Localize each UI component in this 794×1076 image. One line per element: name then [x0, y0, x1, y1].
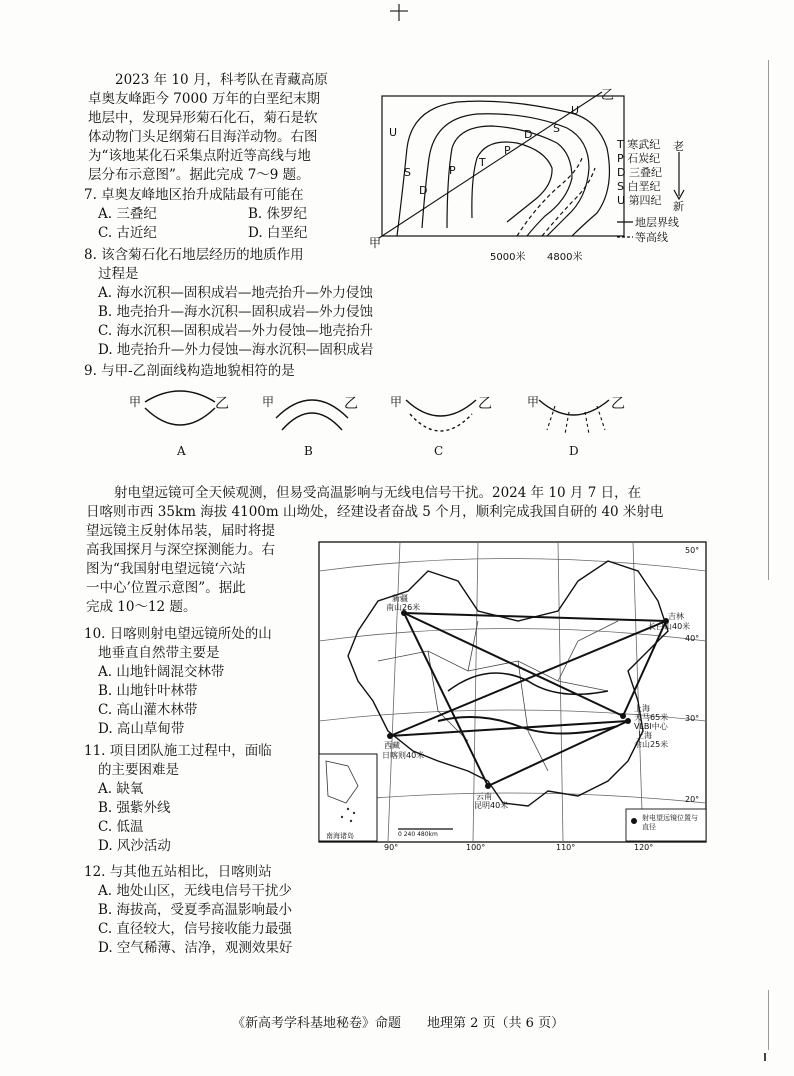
- legend-row: [617, 152, 662, 166]
- passage2-line: 图为“我国射电望远镜‘六站: [86, 561, 246, 577]
- station-xinjiang-name: 南山26米: [386, 603, 421, 612]
- q11-option-a[interactable]: A. 缺氧: [98, 781, 144, 797]
- station-yunnan-name: 昆明40米: [474, 801, 509, 810]
- legend-code: T: [617, 138, 624, 151]
- question-12-stem: 12. 与其他五站相比，日喀则站: [84, 864, 272, 880]
- legend-name: 石炭纪: [627, 152, 661, 165]
- page-edge-line: [768, 60, 769, 580]
- passage2-line: 完成 10～12 题。: [86, 599, 197, 615]
- question-8-stem: 8. 该含菊石化石地层经历的地质作用: [84, 247, 304, 263]
- map-letter-u: U: [389, 126, 398, 139]
- profile-b-label: B: [304, 444, 313, 458]
- passage2-line: 射电望远镜可全天候观测，但易受高温影响与无线电信号干扰。2024 年 10 月 7 日，在: [114, 485, 642, 501]
- question-8-stem-cont: 过程是: [98, 266, 139, 282]
- legend-name: 第四纪: [628, 194, 662, 207]
- passage2-line: 一中心’位置示意图”。据此: [86, 580, 246, 596]
- passage2-line: 日喀则市西 35km 海拔 4100m 山坳处，经建设者奋战 5 个月，顺利完成我国自研的 40 米射电: [86, 504, 664, 520]
- passage2-line: 望远镜主反射体吊装，届时将提: [86, 523, 275, 539]
- legend-boundary: 地层界线: [635, 216, 679, 229]
- profile-c-left: 甲: [390, 395, 403, 409]
- q8-option-d[interactable]: D. 地壳抬升—外力侵蚀—海水沉积—固积成岩: [98, 342, 374, 358]
- question-11: [84, 742, 272, 856]
- inset-label: 南海诸岛: [326, 832, 354, 840]
- q10-option-a[interactable]: A. 山地针阔混交林带: [98, 664, 225, 680]
- station-jilin-region: 吉林: [668, 612, 684, 621]
- passage1: [88, 71, 328, 185]
- question-9-stem: 9. 与甲-乙剖面线构造地貌相符的是: [84, 363, 295, 379]
- bottom-mark: [764, 1053, 766, 1061]
- contour-strata-figure: [367, 88, 697, 264]
- map-letter-d: D: [419, 184, 428, 197]
- q12-option-c[interactable]: C. 直径较大，信号接收能力最强: [98, 921, 292, 937]
- question-12: [84, 863, 292, 958]
- question-10: [84, 625, 272, 739]
- lat-label-20: 20°: [685, 795, 700, 804]
- legend-code: U: [617, 194, 626, 207]
- question-10-stem: 10. 日喀则射电望远镜所处的山: [84, 626, 272, 642]
- station-sheshan-region: 上海: [636, 731, 652, 740]
- map-letter-u2: U: [571, 104, 580, 117]
- lon-label-100: 100°: [466, 843, 486, 852]
- passage1-line: 2023 年 10 月，科考队在青藏高原: [115, 72, 328, 88]
- legend-contour: 等高线: [635, 231, 668, 244]
- passage2-line: 高我国探月与深空探测能力。右: [86, 542, 275, 558]
- q7-option-c[interactable]: C. 古近纪: [98, 225, 157, 241]
- station-xinjiang-region: 新疆: [392, 594, 408, 603]
- legend-code: D: [617, 166, 626, 179]
- lat-label-50: 50°: [685, 546, 700, 555]
- q9-profile-c[interactable]: [388, 390, 498, 460]
- q12-option-b[interactable]: B. 海拔高，受夏季高温影响最小: [98, 902, 293, 918]
- q7-option-d[interactable]: D. 白垩纪: [248, 225, 308, 241]
- point-yi: 乙: [601, 88, 615, 103]
- profile-a-right: 乙: [215, 396, 229, 412]
- q7-option-a[interactable]: A. 三叠纪: [98, 206, 157, 222]
- profile-b-right: 乙: [344, 396, 358, 412]
- passage1-line: 为“该地某化石采集点附近等高线与地: [88, 148, 311, 164]
- contour-label-5000: 5000米: [490, 252, 526, 263]
- profile-d-left: 甲: [527, 395, 540, 409]
- profile-a-label: A: [177, 444, 186, 458]
- station-jilin-name: 长白山40米: [648, 622, 691, 631]
- page-footer: 《新高考学科基地秘卷》命题 地理第 2 页（共 6 页）: [232, 1016, 565, 1031]
- profile-a-left: 甲: [129, 395, 142, 409]
- station-yunnan-region: 云南: [476, 792, 492, 801]
- legend-row: [617, 138, 662, 152]
- question-11-stem-cont: 的主要困难是: [98, 762, 179, 778]
- lon-label-90: 90°: [384, 843, 399, 852]
- question-7-stem: 7. 卓奥友峰地区抬升成陆最有可能在: [84, 187, 304, 203]
- legend-name: 寒武纪: [627, 138, 661, 151]
- passage1-line: 体动物门头足纲菊石目海洋动物。右图: [88, 129, 318, 145]
- q9-profile-b[interactable]: [262, 390, 372, 460]
- lon-label-120: 120°: [634, 843, 654, 852]
- station-xizang-region: 西藏: [384, 741, 400, 750]
- question-8: [84, 246, 373, 360]
- question-10-stem-cont: 地垂直自然带主要是: [98, 645, 220, 661]
- passage1-line: 卓奥友峰距今 7000 万年的白垩纪末期: [88, 91, 320, 107]
- point-jia: 甲: [369, 236, 382, 250]
- q8-option-c[interactable]: C. 海水沉积—固积成岩—外力侵蚀—地壳抬升: [98, 323, 373, 339]
- lon-label-110: 110°: [556, 843, 576, 852]
- q8-option-b[interactable]: B. 地壳抬升—海水沉积—固积成岩—外力侵蚀: [98, 304, 374, 320]
- q7-option-b[interactable]: B. 侏罗纪: [248, 206, 308, 222]
- q9-profile-d[interactable]: [525, 390, 635, 460]
- map-letter-s2: S: [553, 122, 560, 135]
- map-letter-s: S: [404, 166, 411, 179]
- q9-profile-a[interactable]: [125, 390, 235, 460]
- q10-option-c[interactable]: C. 高山灌木林带: [98, 702, 198, 718]
- station-tianma-region: 上海: [634, 704, 650, 713]
- legend-code: P: [617, 152, 624, 165]
- map-letter-p2: P: [504, 144, 511, 157]
- legend-row: [617, 180, 662, 194]
- q11-option-b[interactable]: B. 强紫外线: [98, 800, 171, 816]
- top-crosshair-mark: [388, 2, 410, 22]
- question-7: [84, 186, 308, 243]
- legend-name: 白垩纪: [627, 180, 661, 193]
- q12-option-a[interactable]: A. 地处山区，无线电信号干扰少: [98, 883, 292, 899]
- legend-new: 新: [673, 200, 684, 213]
- telescope-map-figure: [318, 541, 708, 853]
- legend-row: [617, 194, 662, 208]
- profile-c-right: 乙: [478, 396, 492, 412]
- station-xizang-name: 日喀则40米: [382, 751, 425, 760]
- scale-bar-label: 0 240 480km: [398, 831, 438, 838]
- q11-option-c[interactable]: C. 低温: [98, 819, 144, 835]
- legend-row: [617, 166, 662, 180]
- map-letter-p: P: [449, 164, 456, 177]
- q8-option-a[interactable]: A. 海水沉积—固积成岩—地壳抬升—外力侵蚀: [98, 285, 373, 301]
- lat-label-30: 30°: [685, 714, 700, 723]
- map-letter-t: T: [479, 156, 486, 169]
- profile-d-right: 乙: [611, 396, 625, 412]
- contour-label-4800: 4800米: [547, 252, 583, 263]
- map-letter-d2: D: [524, 128, 533, 141]
- page-edge-line-lower: [768, 990, 769, 1050]
- telescope-map: [318, 541, 708, 853]
- station-sheshan-name: 佘山25米: [634, 740, 669, 749]
- legend-name: 三叠纪: [628, 166, 662, 179]
- passage1-line: 地层中，发现异形菊石化石，菊石是软: [88, 110, 318, 126]
- map-legend-text: 射电望远镜位置与直径: [642, 814, 698, 831]
- strata-legend: [617, 138, 662, 208]
- q12-option-d[interactable]: D. 空气稀薄、洁净，观测效果好: [98, 940, 293, 956]
- vlbi-center: VLBI中心: [634, 722, 668, 731]
- profile-c-label: C: [434, 444, 444, 458]
- lat-label-40: 40°: [685, 634, 700, 643]
- map-frame: [382, 96, 624, 236]
- station-tianma-name: 天马65米: [634, 713, 669, 722]
- legend-code: S: [617, 180, 624, 193]
- q11-option-d[interactable]: D. 风沙活动: [98, 838, 171, 854]
- q10-option-b[interactable]: B. 山地针叶林带: [98, 683, 198, 699]
- profile-d-label: D: [569, 444, 579, 458]
- passage1-line: 层分布示意图”。据此完成 7～9 题。: [88, 167, 310, 183]
- q10-option-d[interactable]: D. 高山草甸带: [98, 721, 185, 737]
- question-11-stem: 11. 项目团队施工过程中，面临: [84, 743, 272, 759]
- profile-b-left: 甲: [262, 395, 275, 409]
- legend-old: 老: [673, 140, 684, 153]
